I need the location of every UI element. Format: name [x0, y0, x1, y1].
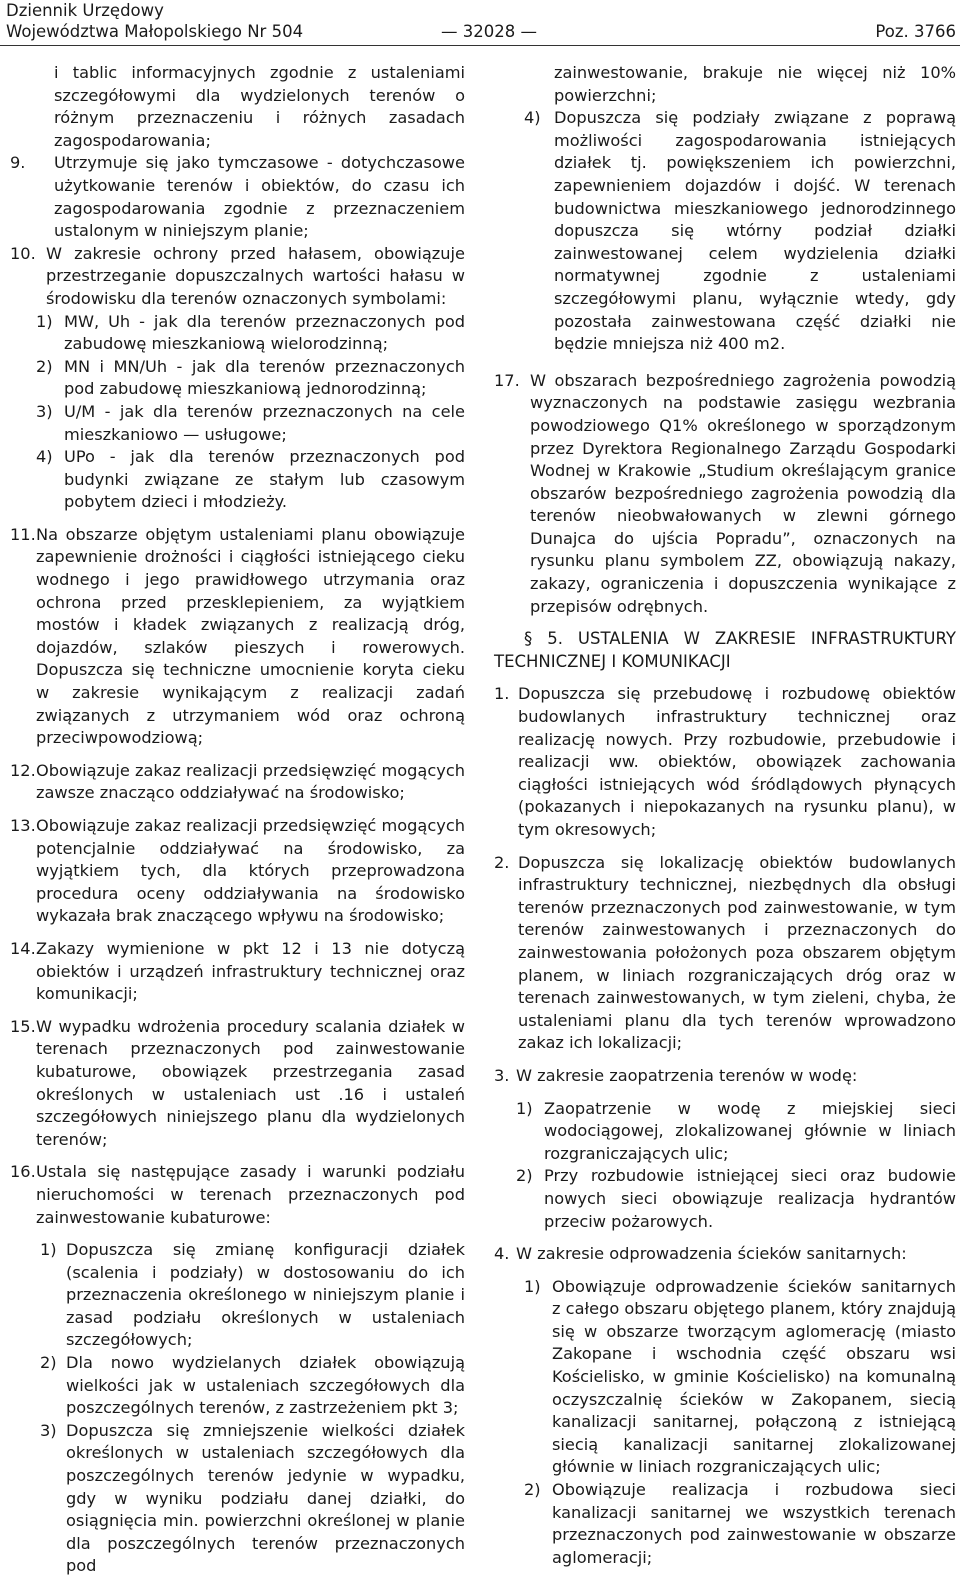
list-item-number: 2) [524, 1480, 541, 1500]
spacer [10, 514, 465, 524]
spacer [494, 356, 956, 370]
spacer [10, 1006, 465, 1016]
list-item [494, 107, 956, 356]
paragraph-number: 16. [10, 1162, 36, 1182]
section-point-4 [494, 1243, 956, 1266]
section-point-3 [494, 1065, 956, 1088]
spacer [494, 673, 956, 683]
paragraph-text: W zakresie ochrony przed hałasem, obowiązuje przestrzeganie dopuszczalnych wartości hałasu w środowisku dla terenów oznaczonych symbolami: [46, 243, 465, 308]
paragraph-text: Ustala się następujące zasady i warunki podziału nieruchomości w terenach przeznaczonych pod zainwestowanie kubaturowe: [36, 1162, 465, 1227]
spacer [10, 750, 465, 760]
paragraph-text: Obowiązuje zakaz realizacji przedsięwzięć mogących zawsze znacząco oddziaływać na środowisko; [36, 760, 465, 803]
paragraph-number: 15. [10, 1016, 36, 1036]
spacer [494, 1088, 956, 1098]
section-point-4-list [494, 1276, 956, 1570]
spacer [10, 1151, 465, 1161]
list-item-number: 1) [36, 311, 53, 331]
spacer [494, 842, 956, 852]
paragraph-16-list [10, 1239, 465, 1578]
list-item-text: Zaopatrzenie w wodę z miejskiej sieci wodociągowej, zlokalizowanej głównie w liniach rozgraniczających ulic; [544, 1098, 956, 1163]
paragraph-number: 14. [10, 938, 36, 958]
spacer [494, 1055, 956, 1065]
list-item-number: 1) [40, 1240, 57, 1260]
spacer [494, 618, 956, 628]
paragraph-number: 1. [494, 684, 510, 704]
list-item-text: UPo - jak dla terenów przeznaczonych pod budynki związane ze stałym lub czasowym pobytem dzieci i młodzieży. [64, 447, 465, 512]
list-item-text: Obowiązuje odprowadzenie ścieków sanitarnych z całego obszaru objętego planem, który znajdują się w obszarze tworzącym aglomerację (miasto Zakopane i wschodnia część obszaru wsi Kościelisko, w gminie Kościelisko) na komunalną oczyszczalnię ścieków w Zakopanem, siecią kanalizacji sanitarnej, połączoną z istniejącą siecią kanalizacji sanitarnej zlokalizowanej głównie w liniach rozgraniczających ulic; [552, 1276, 956, 1477]
paragraph-number: 13. [10, 816, 36, 835]
spacer [494, 1233, 956, 1243]
section-point-1 [494, 683, 956, 841]
section-heading: § 5. USTALENIA W ZAKRESIE INFRASTRUKTURY TECHNICZNEJ I KOMUNIKACJI [494, 629, 956, 671]
list-item-number: 2) [36, 356, 53, 376]
list-item [40, 1420, 465, 1578]
header-divider [0, 45, 960, 46]
list-item [516, 1098, 956, 1166]
list-item [524, 1276, 956, 1479]
paragraph-10-list [10, 311, 465, 514]
list-item-text: U/M - jak dla terenów przeznaczonych na cele mieszkaniowo — usługowe; [64, 401, 465, 444]
intro-paragraph: i tablic informacyjnych zgodnie z ustaleniami szczegółowymi dla wydzielonych terenów o różnym przeznaczeniu i różnych zasadach zagospodarowania; [54, 63, 465, 150]
paragraph-number: 2. [494, 852, 510, 872]
list-item [36, 446, 465, 514]
list-item-number: 2) [516, 1166, 533, 1186]
paragraph-text: Dopuszcza się lokalizację obiektów budowlanych infrastruktury technicznej, niezbędnych dla obsługi terenów przeznaczonych pod zainwestowanie, w tym terenów zainwestowanych i przeznaczonych do zainwestowania położonych poza obszarem objętym planem, w liniach rozgraniczających dróg oraz w terenach zainwestowanych, w tym zieleni, chyba, że ustaleniami planu dla tych terenów wprowadzono zakaz ich lokalizacji; [518, 852, 956, 1053]
paragraph-9 [10, 152, 465, 242]
spacer [10, 1229, 465, 1239]
paragraph-text: W zakresie zaopatrzenia terenów w wodę: [516, 1065, 858, 1085]
list-item-text: Przy rozbudowie istniejącej sieci oraz budowie nowych sieci obowiązuje realizacja hydrantów przeciw pożarowych. [544, 1166, 956, 1231]
list-item-text: Dopuszcza się zmianę konfiguracji działek (scalenia i podziały) w dostosowaniu do ich przeznaczenia określonego w niniejszym planie i zasad podziału określonych w ustaleniach szczegółowych; [66, 1240, 465, 1350]
page-number: — 32028 — [441, 22, 537, 41]
list-item-number: 4) [524, 108, 541, 128]
list-item-number: 2) [40, 1353, 57, 1373]
paragraph-number: 11. [10, 524, 36, 544]
paragraph-text: Dopuszcza się przebudowę i rozbudowę obiektów budowlanych infrastruktury technicznej oraz realizację nowych. Przy rozbudowie, przebudowie i realizacji ww. obiektów, obowiązek zachowania ciągłości istniejących wód śródlądowych płynących (pokazanych i niepokazanych na rysunku planu), w tym okresowych; [518, 684, 956, 839]
list-item-number: 1) [524, 1276, 541, 1296]
paragraph-17 [494, 370, 956, 619]
paragraph-12 [10, 760, 465, 805]
list-item-number: 3) [40, 1420, 57, 1440]
list-item-text: MN i MN/Uh - jak dla terenów przeznaczonych pod zabudowę mieszkaniową jednorodzinną; [64, 356, 465, 399]
list-item [40, 1239, 465, 1352]
paragraph-13 [10, 815, 465, 928]
paragraph-16 [10, 1161, 465, 1229]
list-item [36, 356, 465, 401]
section-point-2 [494, 852, 956, 1055]
paragraph-number: 17. [494, 370, 520, 390]
list-item-number: 1) [516, 1098, 533, 1118]
list-item [36, 401, 465, 446]
paragraph-number: 3. [494, 1065, 510, 1085]
left-column [10, 62, 465, 1578]
paragraph-number: 10. [10, 243, 36, 263]
paragraph-11 [10, 524, 465, 750]
list-item [40, 1352, 465, 1420]
voivodeship-issue: Województwa Małopolskiego Nr 504 [6, 22, 304, 41]
paragraph-14 [10, 938, 465, 1006]
spacer [10, 805, 465, 815]
section-point-3-list [494, 1098, 956, 1234]
right-column [494, 62, 956, 1569]
spacer [10, 928, 465, 938]
paragraph-text: Na obszarze objętym ustaleniami planu obowiązuje zapewnienie drożności i ciągłości istniejącego cieku wodnego i jego prawidłowego utrzymania oraz ochrona przed przesklepieniem, za wyjątkiem mostów i kładek związanych z realizacją dróg, dojazdów, szlaków pieszych i rowerowych. Dopuszcza się techniczne umocnienie koryta cieku w zakresie wynikającym z realizacji zadań związanych z utrzymaniem wód oraz ochroną przeciwpowodziową; [36, 524, 465, 748]
list-item-text: Dla nowo wydzielanych działek obowiązują wielkości jak w ustaleniach szczegółowych dla poszczególnych terenów, z zastrzeżeniem pkt 3; [66, 1353, 465, 1418]
continuation-text: zainwestowanie, brakuje nie więcej niż 10% powierzchni; [554, 63, 956, 105]
list-item-text: Obowiązuje realizacja i rozbudowa sieci kanalizacji sanitarnej we wszystkich terenach przeznaczonych pod zainwestowanie w obszarze aglomeracji; [552, 1480, 956, 1567]
list-item-text: MW, Uh - jak dla terenów przeznaczonych pod zabudowę mieszkaniową wielorodzinną; [64, 311, 465, 354]
position-number: Poz. 3766 [875, 22, 956, 41]
list-item-number: 3) [36, 401, 53, 421]
paragraph-number: 12. [10, 760, 36, 780]
list-item [524, 1479, 956, 1569]
list-item-text: Dopuszcza się zmniejszenie wielkości działek określonych w ustaleniach szczegółowych dla poszczególnych terenów jedynie w wypadku, gdy w wyniku podziału danej działki, do osiągnięcia min. powierzchni określonej w planie dla poszczególnych terenów przeznaczonych pod [66, 1420, 465, 1576]
paragraph-text: Obowiązuje zakaz realizacji przedsięwzięć mogących potencjalnie oddziaływać na środowisko, za wyjątkiem tych, dla których przeprowadzona procedura oceny oddziaływania na środowisko wykazała brak znaczącego wpływu na środowisko; [36, 816, 465, 926]
paragraph-15 [10, 1016, 465, 1152]
paragraph-text: W obszarach bezpośredniego zagrożenia powodzią wyznaczonych na podstawie zasięgu wezbrania powodziowego Q1% określonego w sporządzonym przez Dyrektora Regionalnego Zarządu Gospodarki Wodnej w Krakowie „Studium określającym granice obszarów bezpośredniego zagrożenia powodzią dla terenów nieobwałowanych w zlewni górnego Dunajca do ujścia Popradu”, oznaczonych na rysunku planu symbolem ZZ, obowiązują nakazy, zakazy, ograniczenia i dopuszczenia wynikające z przepisów odrębnych. [530, 370, 956, 616]
paragraph-10 [10, 243, 465, 311]
paragraph-number: 9. [10, 153, 26, 173]
paragraph-text: Utrzymuje się jako tymczasowe - dotychczasowe użytkowanie terenów i obiektów, do czasu ich zagospodarowania zgodnie z przeznaczeniem ustalonym w niniejszym planie; [54, 153, 465, 241]
list-item [36, 311, 465, 356]
list-item-number: 4) [36, 447, 53, 467]
paragraph-number: 4. [494, 1244, 510, 1264]
paragraph-text: W zakresie odprowadzenia ścieków sanitarnych: [516, 1244, 907, 1264]
paragraph-text: Zakazy wymienione w pkt 12 i 13 nie dotyczą obiektów i urządzeń infrastruktury technicznej oraz komunikacji; [36, 938, 465, 1004]
list-item [516, 1165, 956, 1233]
list-item-text: Dopuszcza się podziały związane z poprawą możliwości zagospodarowania istniejących działek tj. powiększeniem ich powierzchni, zapewnieniem dojazdów i dojść. W terenach budownictwa mieszkaniowego jednorodzinnego dopuszcza się wtórny podział działki zainwestowanej celem wydzielenia działki normatywnej zgodnie z ustaleniami szczegółowymi planu, wyłącznie wtedy, gdy pozostała zainwestowana część działki nie będzie mniejsza niż 400 m2. [554, 108, 956, 354]
publication-title: Dziennik Urzędowy [6, 1, 164, 20]
page-header [6, 0, 956, 42]
paragraph-text: W wypadku wdrożenia procedury scalania działek w terenach przeznaczonych pod zainwestowanie kubaturowe, obowiązek przestrzegania zasad określonych w ustaleniach ust .16 i ustaleń szczegółowych niniejszego planu dla wydzielonych terenów; [36, 1016, 465, 1149]
spacer [494, 1266, 956, 1276]
